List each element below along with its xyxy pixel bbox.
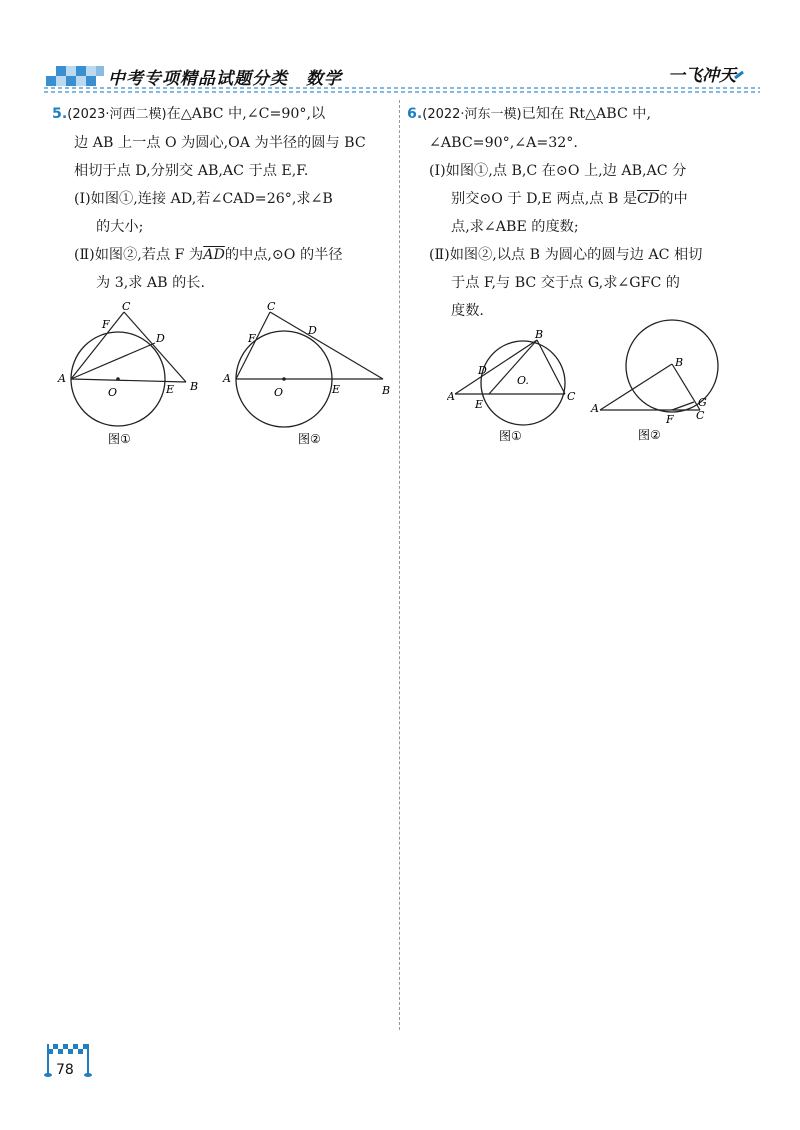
label-A: A: [447, 390, 455, 403]
part-2-line: 于点 F,与 BC 交于点 G,求∠GFC 的: [451, 275, 680, 291]
label-F: F: [248, 332, 256, 345]
part-2-line: 为 3,求 AB 的长.: [96, 275, 205, 291]
label-O: O.: [517, 374, 529, 387]
label-A: A: [223, 372, 231, 385]
label-O: O: [108, 386, 118, 399]
q6-figure-2: [590, 318, 730, 453]
question-source: (2023·河西二模): [67, 107, 167, 122]
label-D: D: [156, 332, 165, 345]
arc-label: $\overline{AD}$: [203, 247, 225, 263]
label-E: E: [475, 398, 484, 411]
question-number: 6.: [407, 106, 423, 122]
figure-caption: 图①: [108, 432, 131, 446]
label-E: E: [332, 383, 341, 396]
part-1-line: (Ⅰ)如图①,连接 AD,若∠CAD=26°,求∠B: [74, 191, 333, 207]
label-B: B: [382, 384, 391, 397]
label-B: B: [190, 380, 199, 393]
label-D: D: [478, 364, 487, 377]
label-E: E: [166, 383, 175, 396]
page-header: [0, 0, 800, 100]
stem-line: 边 AB 上一点 O 为圆心,OA 为半径的圆与 BC: [74, 135, 366, 151]
label-D: D: [308, 324, 317, 337]
label-C: C: [267, 300, 276, 313]
part-1-line: 别交⊙O 于 D,E 两点,点 B 是: [451, 191, 638, 207]
figure-caption: 图②: [298, 432, 321, 446]
part-1-line: 的大小;: [96, 219, 144, 235]
part-1-line: 的中: [659, 191, 688, 207]
question-5: [52, 100, 392, 297]
label-B: B: [535, 330, 544, 341]
label-C: C: [696, 409, 705, 422]
header-title: 中考专项精品试题分类 数学: [108, 69, 342, 89]
part-1-line: (Ⅰ)如图①,点 B,C 在⊙O 上,边 AB,AC 分: [429, 163, 687, 179]
part-2-line: 的中点,⊙O 的半径: [224, 247, 343, 263]
part-2-line: (Ⅱ)如图②,以点 B 为圆心的圆与边 AC 相切: [429, 247, 703, 263]
part-1-line: 点,求∠ABE 的度数;: [451, 219, 579, 235]
stem-line: 已知在 Rt△ABC 中,: [521, 106, 652, 122]
q5-figure-1: [52, 300, 212, 460]
part-2-line: (Ⅱ)如图②,若点 F 为: [74, 247, 204, 263]
label-A: A: [591, 402, 599, 415]
part-2-line: 度数.: [451, 303, 484, 319]
label-G: G: [698, 396, 707, 409]
figure-caption: 图②: [638, 428, 661, 442]
figure-caption: 图①: [499, 429, 522, 443]
q5-figure-2: [220, 300, 400, 460]
question-number: 5.: [52, 106, 68, 122]
label-B: B: [675, 356, 684, 369]
header-brand: 一飞冲天: [668, 66, 736, 86]
label-C: C: [567, 390, 576, 403]
label-A: A: [58, 372, 66, 385]
question-6: [407, 100, 752, 325]
label-F: F: [102, 318, 110, 331]
label-F: F: [666, 413, 674, 426]
question-source: (2022·河东一模): [422, 107, 522, 122]
label-C: C: [122, 300, 131, 313]
stem-line: ∠ABC=90°,∠A=32°.: [429, 135, 578, 151]
page-number: 78: [56, 1062, 74, 1078]
q6-figure-1: [447, 330, 587, 450]
column-divider: [399, 100, 400, 1030]
stem-line: 在△ABC 中,∠C=90°,以: [166, 106, 326, 122]
label-O: O: [274, 386, 284, 399]
stem-line: 相切于点 D,分别交 AB,AC 于点 E,F.: [74, 163, 309, 179]
arc-label: $\overline{CD}$: [637, 191, 660, 207]
